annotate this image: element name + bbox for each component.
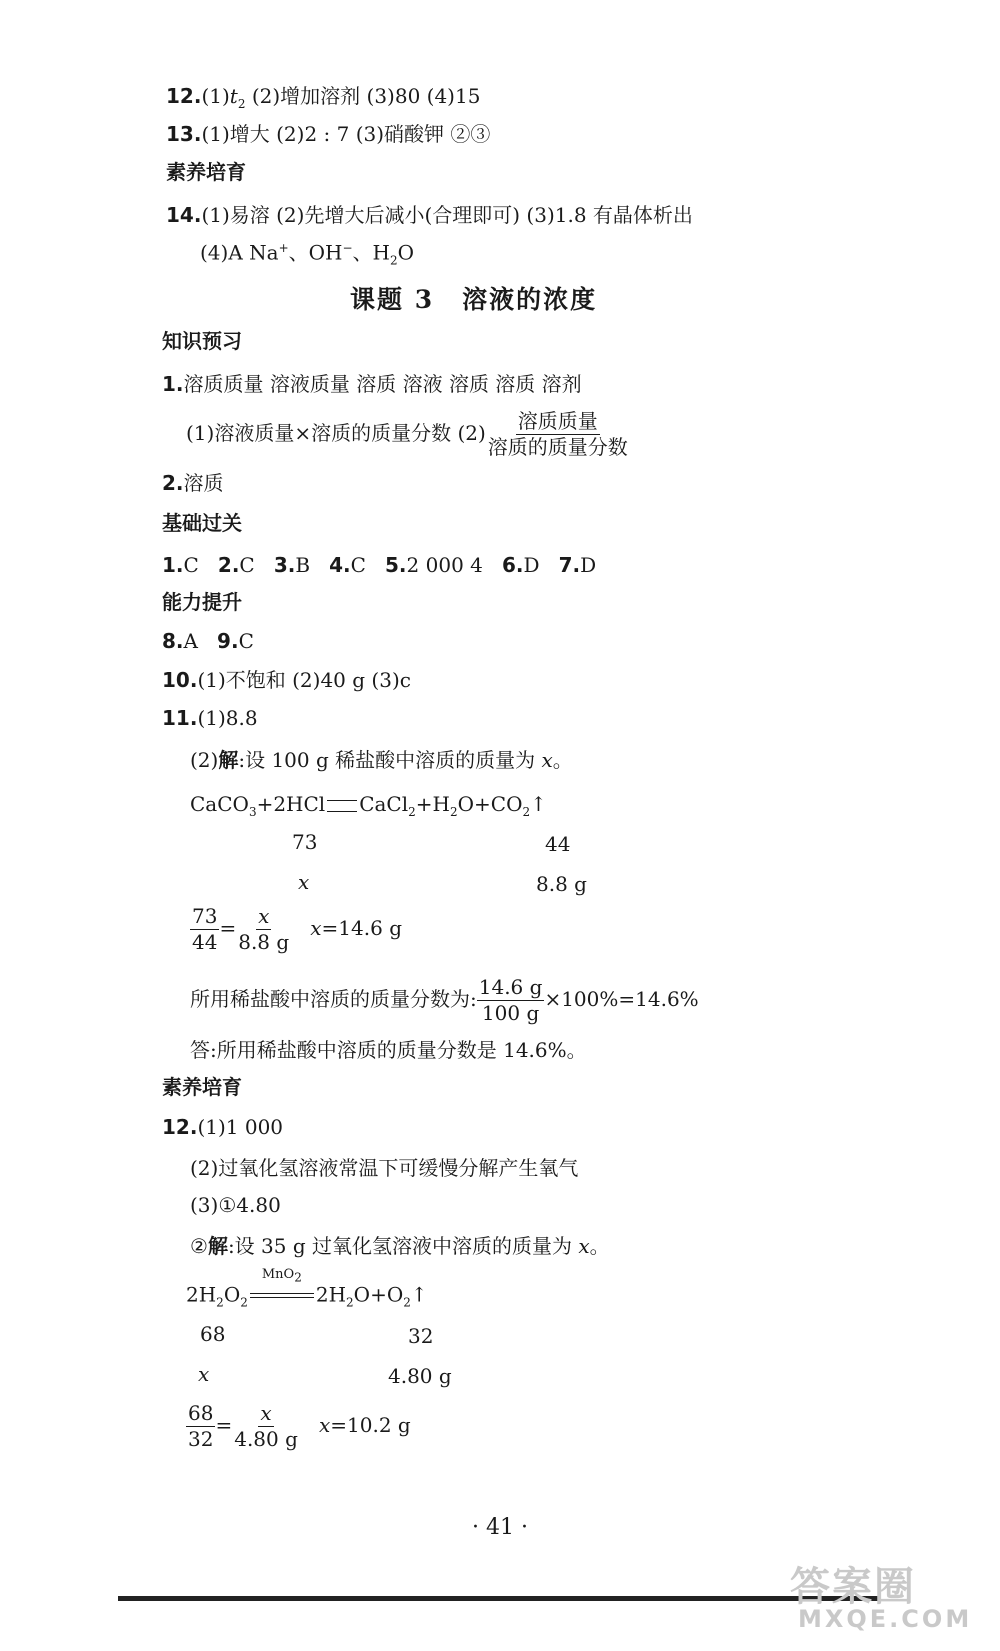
subscript: 2	[294, 1270, 302, 1285]
subscript: 2	[389, 253, 398, 268]
nengli-q10	[162, 670, 411, 690]
fraction-denominator: 100 g	[481, 1001, 540, 1025]
equals-sign	[327, 800, 357, 812]
answer-text: (1)8.8	[197, 706, 258, 730]
equals-text: =	[215, 1413, 233, 1437]
subscript: 2	[346, 1295, 354, 1310]
section-name: 溶液的浓度	[462, 285, 598, 314]
answer-text: (2)增加溶剂 (3)80 (4)15	[245, 84, 481, 108]
question-number: 13.	[166, 122, 202, 146]
answer-text: 。	[552, 748, 573, 772]
heading-suyang: 素养培育	[166, 160, 246, 184]
ratio-equation-2	[186, 1402, 411, 1451]
subscript: 3	[248, 805, 257, 819]
answer-text: 所用稀盐酸中溶质的质量分数为:	[190, 987, 477, 1011]
superscript: +	[278, 241, 289, 255]
question-number: 3.	[273, 553, 296, 577]
suyang-q12-part3-solution	[190, 1236, 610, 1256]
heading-suyang-2: 素养培育	[162, 1075, 242, 1099]
question-number: 4.	[329, 553, 351, 577]
nengli-q11	[162, 708, 258, 728]
fraction-numerator: x	[260, 1401, 272, 1425]
part-label: ②	[190, 1234, 208, 1258]
choice-answer: B	[295, 553, 311, 577]
section-number: 课题 3	[350, 285, 435, 314]
suyang-q12-part2: (2)过氧化氢溶液常温下可缓慢分解产生氧气	[190, 1156, 579, 1180]
question-number: 8.	[162, 629, 184, 653]
equation-caco3-hcl	[190, 794, 547, 818]
fraction	[190, 905, 219, 954]
variable-x: x	[541, 748, 553, 772]
fraction-denominator: 44	[192, 930, 218, 954]
formula-fraction	[486, 410, 630, 459]
q14-answer-line1	[166, 205, 693, 225]
gas-arrow-icon: ↑	[410, 1282, 428, 1307]
question-number: 6.	[501, 553, 524, 577]
subscript: 2	[403, 1295, 411, 1310]
question-number: 11.	[162, 706, 198, 730]
formula-text: +H	[415, 792, 450, 816]
fraction-denominator: 4.80 g	[234, 1427, 298, 1451]
answer-text: O	[397, 240, 415, 265]
formula-text: CaCl	[359, 792, 409, 816]
jichu-answers	[162, 555, 596, 575]
formula-text: 2H	[315, 1282, 347, 1307]
question-number: 1.	[162, 372, 184, 396]
final-answer-1: 答:所用稀盐酸中溶质的质量分数是 14.6%。	[190, 1038, 587, 1062]
choice-answer: D	[523, 553, 540, 577]
subscript: 2	[449, 805, 458, 819]
fraction-numerator: 73	[192, 904, 218, 928]
subscript: 2	[522, 805, 531, 819]
footer-rule	[118, 1596, 878, 1601]
choice-answer: D	[580, 553, 597, 577]
section-title	[350, 287, 597, 312]
answer-text: ×100%=14.6%	[544, 987, 699, 1011]
q12-answer	[166, 86, 480, 110]
mass-32: 32	[408, 1324, 434, 1348]
question-number: 5.	[385, 553, 407, 577]
part-label: (1)	[201, 84, 230, 108]
page-number: · 41 ·	[472, 1515, 528, 1540]
answer-text: (1)易溶 (2)先增大后减小(合理即可) (3)1.8 有晶体析出	[201, 203, 693, 227]
result-text: =14.6 g	[321, 916, 402, 940]
answer-text: 、H	[352, 240, 390, 265]
watermark-url: MXQE.COM	[798, 1605, 973, 1633]
subscript: 2	[240, 1295, 248, 1310]
zhishi-formula	[186, 410, 630, 459]
zhishi-q1	[162, 374, 582, 394]
choice-answer: A	[183, 629, 198, 653]
answer-text: :设 100 g 稀盐酸中溶质的质量为	[238, 748, 542, 772]
formula-text: 2H	[186, 1282, 217, 1307]
watermark-text: 答案圈	[790, 1564, 916, 1610]
variable-x: x	[310, 916, 322, 940]
percent-calculation	[190, 976, 699, 1025]
gas-arrow-icon: ↑	[530, 792, 547, 816]
formula-text: O+O	[353, 1282, 404, 1307]
reaction-condition	[250, 1267, 314, 1308]
choice-answer: C	[350, 553, 366, 577]
equals-text: =	[219, 916, 237, 940]
q13-answer	[166, 124, 490, 144]
fraction	[477, 976, 545, 1025]
part-label: (2)	[190, 748, 219, 772]
answer-text: 溶质	[183, 471, 224, 495]
subscript: 2	[408, 805, 416, 819]
fraction	[236, 905, 291, 954]
formula-text: (1)溶液质量×溶质的质量分数 (2)	[186, 421, 486, 445]
answer-text: 。	[589, 1234, 610, 1258]
variable-x: x	[319, 1413, 331, 1437]
answer-text: (1)不饱和 (2)40 g (3)c	[197, 668, 411, 692]
heading-jichu: 基础过关	[162, 511, 242, 535]
result-text: =10.2 g	[330, 1413, 411, 1437]
heading-nengli: 能力提升	[162, 590, 242, 614]
formula-text: +2HCl	[256, 792, 326, 816]
choice-answer: C	[183, 553, 199, 577]
answer-text: :设 35 g 过氧化氢溶液中溶质的质量为	[227, 1234, 579, 1258]
watermark-logo	[790, 1555, 980, 1635]
fraction-numerator: x	[258, 904, 270, 928]
fraction	[186, 1402, 215, 1451]
answer-text: (1)增大 (2)2 : 7 (3)硝酸钾 ②③	[201, 122, 491, 146]
question-number: 12.	[162, 1115, 198, 1139]
answer-text: 、OH	[288, 240, 343, 265]
equation-h2o2	[186, 1267, 428, 1310]
zhishi-q2	[162, 473, 224, 493]
question-number: 14.	[166, 203, 202, 227]
question-number: 2.	[217, 553, 240, 577]
mass-8-8g: 8.8 g	[536, 872, 587, 896]
formula-text: CaCO	[190, 792, 249, 816]
catalyst-text: MnO	[261, 1267, 295, 1282]
solution-label: 解	[207, 1234, 228, 1258]
fraction-numerator: 溶质质量	[517, 409, 598, 433]
answer-text: (1)1 000	[197, 1115, 284, 1139]
choice-answer: C	[238, 629, 254, 653]
mass-44: 44	[545, 832, 571, 856]
formula-text: O	[223, 1282, 241, 1307]
nengli-q11-part2	[190, 750, 573, 770]
question-number: 12.	[166, 84, 202, 108]
superscript: −	[342, 241, 353, 255]
choice-answer: C	[239, 553, 255, 577]
mass-x: x	[298, 870, 310, 894]
fraction-denominator: 8.8 g	[238, 930, 290, 954]
mass-73: 73	[292, 830, 318, 854]
fraction-numerator: 14.6 g	[478, 975, 543, 999]
subscript: 2	[237, 97, 246, 111]
variable-x: x	[578, 1234, 590, 1258]
fraction-denominator: 溶质的质量分数	[487, 435, 628, 459]
mass-68: 68	[200, 1322, 226, 1346]
heading-zhishi: 知识预习	[162, 329, 242, 353]
question-number: 1.	[162, 553, 184, 577]
subscript: 2	[216, 1295, 224, 1310]
formula-text: O+CO	[457, 792, 523, 816]
question-number: 7.	[558, 553, 581, 577]
mass-4-80g: 4.80 g	[388, 1364, 452, 1388]
suyang-q12-part3: (3)①4.80	[190, 1193, 281, 1217]
question-number: 2.	[162, 471, 184, 495]
solution-label: 解	[218, 748, 239, 772]
question-number: 9.	[217, 629, 239, 653]
question-number: 10.	[162, 668, 198, 692]
answer-text: 溶质质量 溶液质量 溶质 溶液 溶质 溶质 溶剂	[183, 372, 582, 396]
variable-t: t	[229, 84, 238, 108]
q14-answer-line2	[200, 242, 414, 267]
nengli-q8-q9	[162, 631, 254, 651]
ratio-equation-1	[190, 905, 402, 954]
suyang-q12	[162, 1117, 283, 1137]
mass-x: x	[198, 1362, 210, 1386]
choice-answer: 2 000 4	[406, 553, 483, 577]
fraction-denominator: 32	[188, 1427, 214, 1451]
fraction-numerator: 68	[188, 1401, 214, 1425]
answer-text: (4)A Na	[200, 240, 279, 265]
fraction	[232, 1402, 300, 1451]
catalyst-label	[250, 1268, 314, 1284]
